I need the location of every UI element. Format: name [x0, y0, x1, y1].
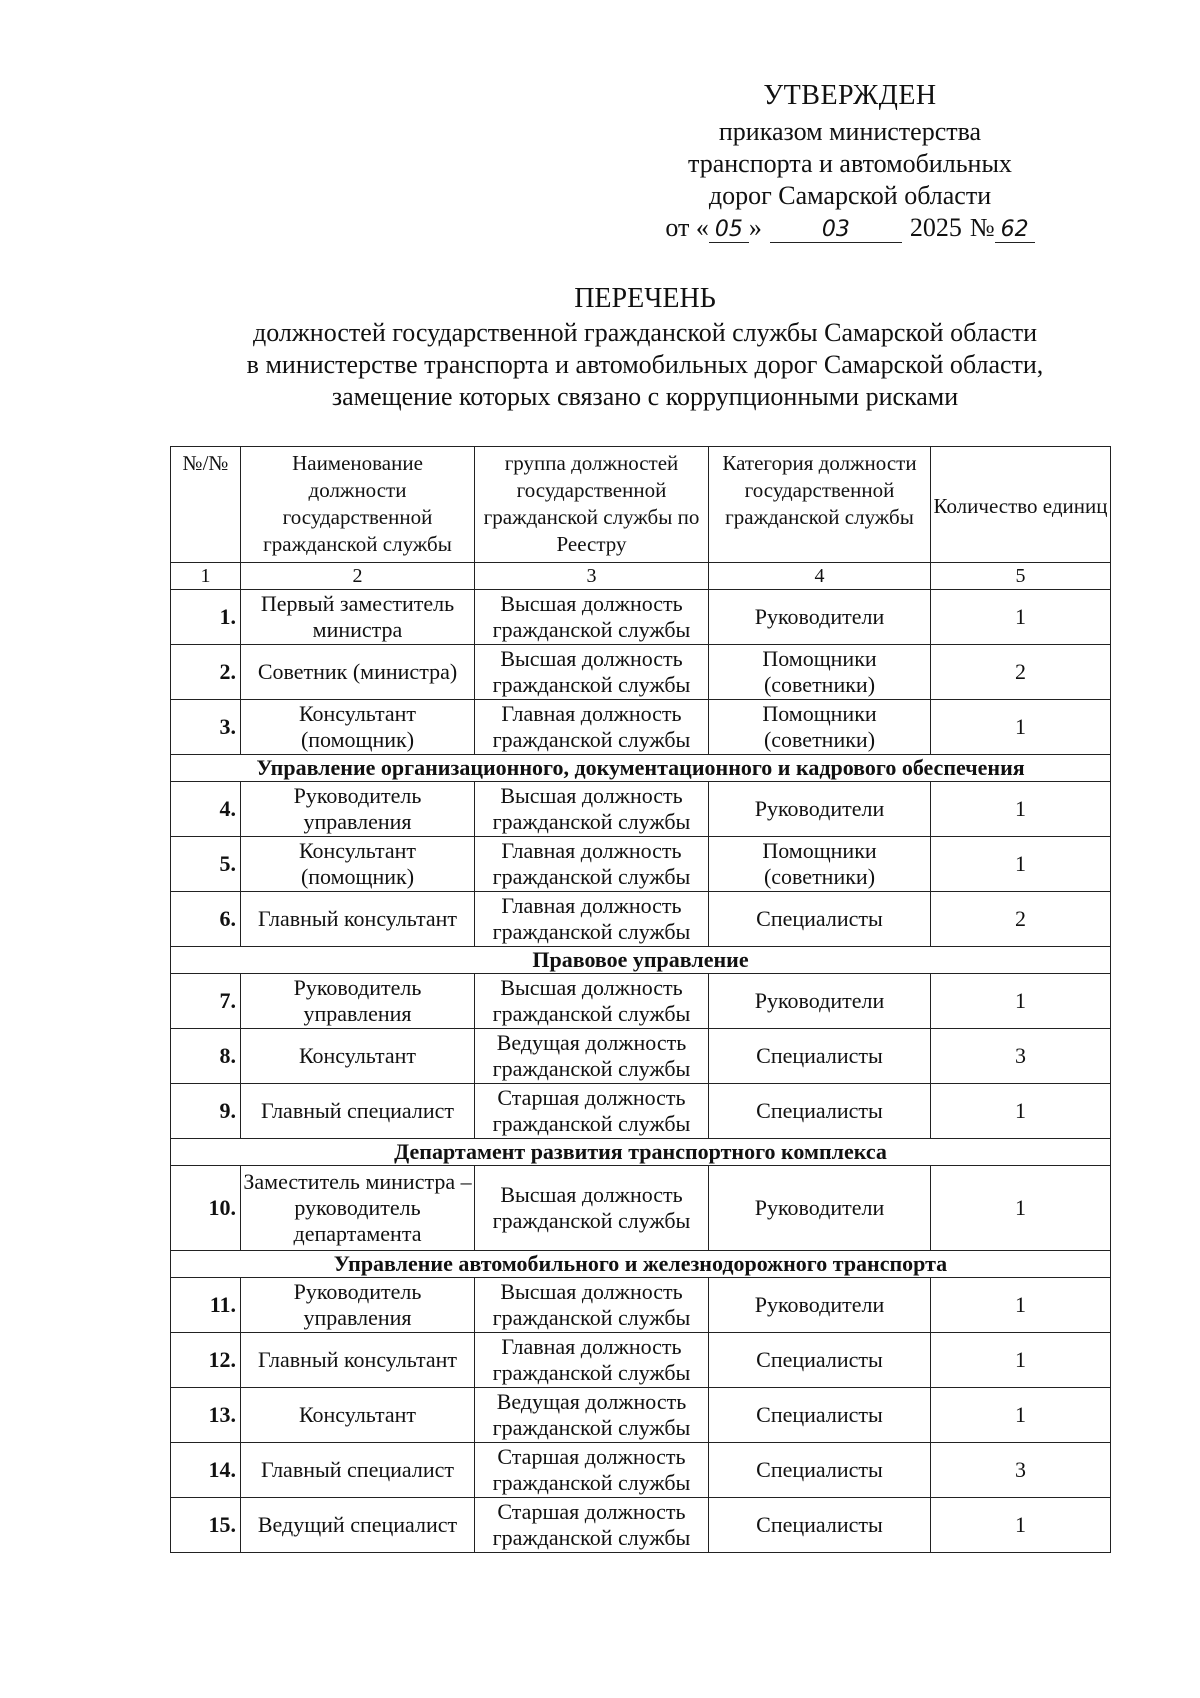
- position-name: Руководитель управления: [241, 1278, 475, 1333]
- date-prefix: от «: [665, 213, 709, 242]
- unit-count: 1: [931, 700, 1111, 755]
- position-category: Помощники (советники): [709, 645, 931, 700]
- section-title: Управление автомобильного и железнодорожного транспорта: [171, 1251, 1111, 1278]
- header-cell: Наименование должности государственной гражданской службы: [241, 447, 475, 563]
- table-row: [171, 892, 1111, 947]
- unit-count: 2: [931, 892, 1111, 947]
- document-heading: [170, 283, 1120, 413]
- position-group: Высшая должность гражданской службы: [475, 645, 709, 700]
- position-name: Заместитель министра – руководитель департамента: [241, 1166, 475, 1251]
- table-row: [171, 1278, 1111, 1333]
- table-row: [171, 1498, 1111, 1553]
- column-number: 4: [709, 563, 931, 590]
- position-category: Помощники (советники): [709, 700, 931, 755]
- position-category: Руководители: [709, 590, 931, 645]
- position-group: Ведущая должность гражданской службы: [475, 1388, 709, 1443]
- unit-count: 2: [931, 645, 1111, 700]
- row-number: 12.: [171, 1333, 241, 1388]
- position-name: Главный консультант: [241, 1333, 475, 1388]
- table-row: [171, 1443, 1111, 1498]
- section-row: [171, 1139, 1111, 1166]
- row-number: 5.: [171, 837, 241, 892]
- unit-count: 3: [931, 1443, 1111, 1498]
- header-cell: №/№: [171, 447, 241, 563]
- table-row: [171, 1029, 1111, 1084]
- header-cell: Категория должности государственной гражданской службы: [709, 447, 931, 563]
- section-row: [171, 755, 1111, 782]
- unit-count: 1: [931, 837, 1111, 892]
- unit-count: 1: [931, 1498, 1111, 1553]
- approval-line: транспорта и автомобильных: [688, 149, 1012, 178]
- row-number: 1.: [171, 590, 241, 645]
- position-group: Старшая должность гражданской службы: [475, 1443, 709, 1498]
- unit-count: 1: [931, 782, 1111, 837]
- position-group: Главная должность гражданской службы: [475, 837, 709, 892]
- unit-count: 1: [931, 1388, 1111, 1443]
- header-cell: группа должностей государственной гражданской службы по Реестру: [475, 447, 709, 563]
- position-category: Специалисты: [709, 1029, 931, 1084]
- position-name: Главный консультант: [241, 892, 475, 947]
- table-body: [171, 590, 1111, 1553]
- position-category: Помощники (советники): [709, 837, 931, 892]
- position-name: Консультант: [241, 1388, 475, 1443]
- table-header-row: [171, 447, 1111, 563]
- section-title: Департамент развития транспортного комплекса: [171, 1139, 1111, 1166]
- table-row: [171, 1388, 1111, 1443]
- position-group: Главная должность гражданской службы: [475, 892, 709, 947]
- row-number: 15.: [171, 1498, 241, 1553]
- table-row: [171, 590, 1111, 645]
- position-name: Консультант (помощник): [241, 700, 475, 755]
- row-number: 13.: [171, 1388, 241, 1443]
- heading-line: должностей государственной гражданской службы Самарской области: [252, 318, 1038, 347]
- position-name: Советник (министра): [241, 645, 475, 700]
- table-row: [171, 837, 1111, 892]
- position-group: Ведущая должность гражданской службы: [475, 1029, 709, 1084]
- table-row: [171, 1084, 1111, 1139]
- order-number: 62: [995, 218, 1035, 243]
- column-number: 2: [241, 563, 475, 590]
- unit-count: 1: [931, 1333, 1111, 1388]
- date-mid: »: [748, 213, 762, 242]
- heading-line: в министерстве транспорта и автомобильных дорог Самарской области,: [246, 350, 1044, 379]
- position-category: Специалисты: [709, 892, 931, 947]
- table-row: [171, 645, 1111, 700]
- unit-count: 1: [931, 1166, 1111, 1251]
- approval-line: приказом министерства: [718, 117, 982, 146]
- row-number: 9.: [171, 1084, 241, 1139]
- unit-count: 1: [931, 1278, 1111, 1333]
- position-category: Руководители: [709, 974, 931, 1029]
- positions-table: [170, 446, 1111, 1553]
- position-name: Консультант: [241, 1029, 475, 1084]
- row-number: 4.: [171, 782, 241, 837]
- number-prefix: №: [969, 213, 995, 242]
- position-category: Специалисты: [709, 1498, 931, 1553]
- position-category: Специалисты: [709, 1333, 931, 1388]
- column-number: 3: [475, 563, 709, 590]
- table-row: [171, 1166, 1111, 1251]
- position-category: Руководители: [709, 1166, 931, 1251]
- row-number: 7.: [171, 974, 241, 1029]
- document-title: ПЕРЕЧЕНЬ: [574, 283, 716, 314]
- row-number: 14.: [171, 1443, 241, 1498]
- position-group: Старшая должность гражданской службы: [475, 1084, 709, 1139]
- column-number: 1: [171, 563, 241, 590]
- position-name: Первый заместитель министра: [241, 590, 475, 645]
- row-number: 6.: [171, 892, 241, 947]
- section-row: [171, 1251, 1111, 1278]
- approval-title: УТВЕРЖДЕН: [763, 80, 937, 111]
- position-group: Старшая должность гражданской службы: [475, 1498, 709, 1553]
- position-category: Специалисты: [709, 1084, 931, 1139]
- row-number: 3.: [171, 700, 241, 755]
- position-category: Руководители: [709, 1278, 931, 1333]
- position-group: Высшая должность гражданской службы: [475, 974, 709, 1029]
- position-name: Главный специалист: [241, 1084, 475, 1139]
- unit-count: 1: [931, 1084, 1111, 1139]
- position-group: Высшая должность гражданской службы: [475, 1278, 709, 1333]
- date-day: 05: [709, 218, 749, 243]
- table-row: [171, 974, 1111, 1029]
- position-name: Главный специалист: [241, 1443, 475, 1498]
- position-group: Главная должность гражданской службы: [475, 1333, 709, 1388]
- position-name: Руководитель управления: [241, 782, 475, 837]
- position-group: Высшая должность гражданской службы: [475, 590, 709, 645]
- date-month: 03: [770, 218, 902, 243]
- position-name: Консультант (помощник): [241, 837, 475, 892]
- header-cell: Количество единиц: [931, 447, 1111, 563]
- unit-count: 1: [931, 974, 1111, 1029]
- unit-count: 3: [931, 1029, 1111, 1084]
- approval-line: дорог Самарской области: [708, 181, 992, 210]
- heading-line: замещение которых связано с коррупционными рисками: [331, 382, 959, 411]
- section-title: Управление организационного, документационного и кадрового обеспечения: [171, 755, 1111, 782]
- position-category: Специалисты: [709, 1443, 931, 1498]
- column-number: 5: [931, 563, 1111, 590]
- position-category: Руководители: [709, 782, 931, 837]
- position-category: Специалисты: [709, 1388, 931, 1443]
- position-name: Руководитель управления: [241, 974, 475, 1029]
- approval-date-line: [600, 212, 1100, 244]
- position-group: Главная должность гражданской службы: [475, 700, 709, 755]
- row-number: 2.: [171, 645, 241, 700]
- table-row: [171, 782, 1111, 837]
- column-number-row: [171, 563, 1111, 590]
- approval-stamp: [600, 80, 1100, 244]
- position-group: Высшая должность гражданской службы: [475, 1166, 709, 1251]
- unit-count: 1: [931, 590, 1111, 645]
- position-name: Ведущий специалист: [241, 1498, 475, 1553]
- section-row: [171, 947, 1111, 974]
- row-number: 11.: [171, 1278, 241, 1333]
- row-number: 8.: [171, 1029, 241, 1084]
- date-year: 2025: [909, 213, 962, 242]
- position-group: Высшая должность гражданской службы: [475, 782, 709, 837]
- table-row: [171, 700, 1111, 755]
- section-title: Правовое управление: [171, 947, 1111, 974]
- table-row: [171, 1333, 1111, 1388]
- row-number: 10.: [171, 1166, 241, 1251]
